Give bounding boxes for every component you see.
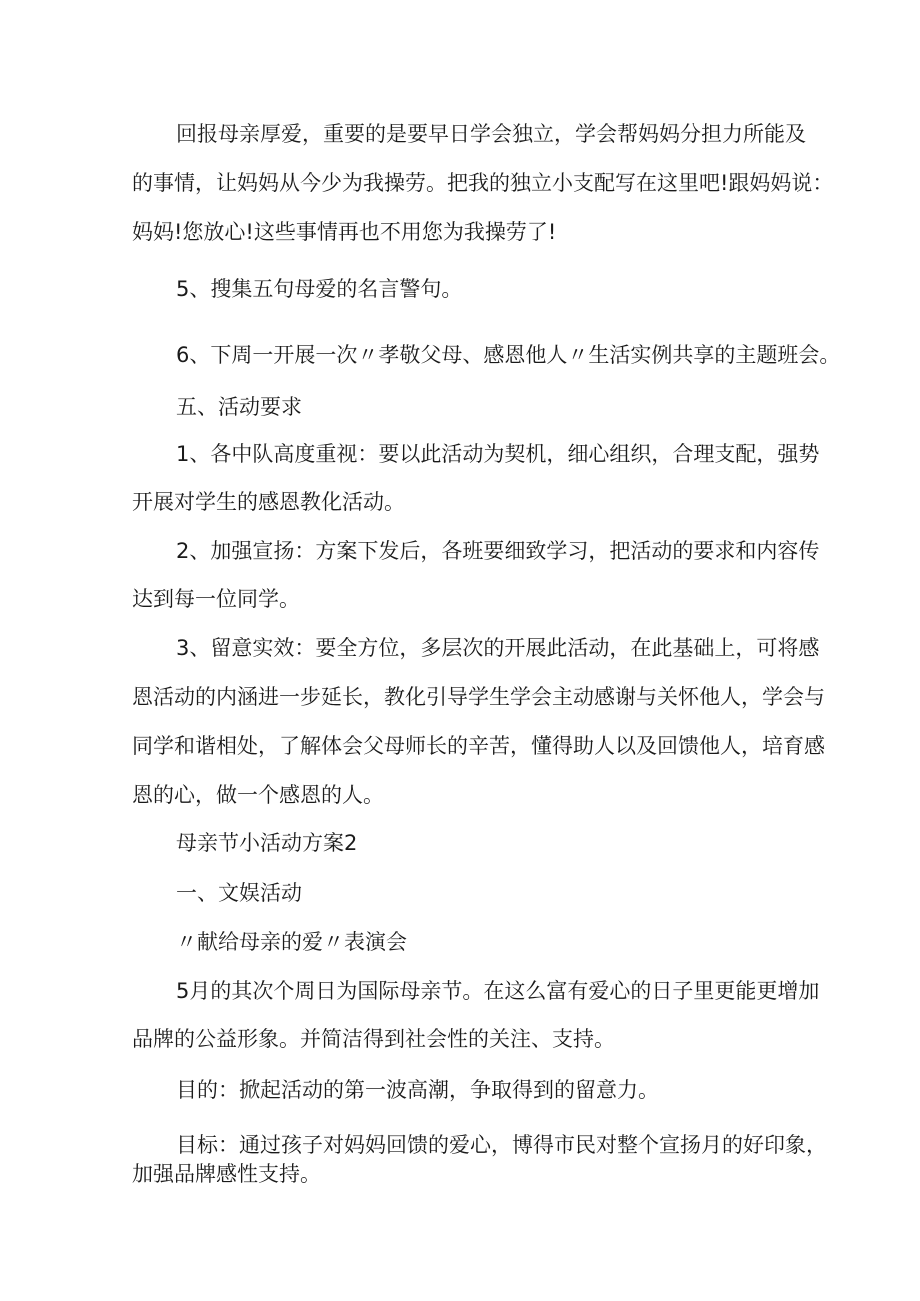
plan-2-title [176,831,851,856]
paragraph-item-5 [176,277,851,302]
show-title [176,930,851,955]
text-line: 5月的其次个周日为国际母亲节。在这么富有爱心的日子里更能更增加 [176,979,820,1003]
text-line: 〃献给母亲的爱〃表演会 [176,930,407,954]
text-line: 母亲节小活动方案2 [176,831,358,855]
text-line: 回报母亲厚爱，重要的是要早日学会独立，学会帮妈妈分担力所能及 [176,122,806,146]
paragraph-may [132,979,820,1051]
text-line: 6、下周一开展一次〃孝敬父母、感恩他人〃生活实例共享的主题班会。 [176,343,841,367]
text-line: 的事情，让妈妈从今少为我操劳。把我的独立小支配写在这里吧!跟妈妈说： [132,171,834,195]
text-line: 5、搜集五句母爱的名言警句。 [176,277,463,301]
paragraph-requirement-3 [132,636,825,807]
text-line: 目的：掀起活动的第一波高潮，争取得到的留意力。 [176,1078,659,1102]
text-line: 五、活动要求 [176,395,302,419]
text-line: 恩活动的内涵进一步延长，教化引导学生学会主动感谢与关怀他人，学会与 [132,685,825,709]
text-line: 1、各中队高度重视：要以此活动为契机，细心组织，合理支配，强势 [176,442,820,466]
text-line: 品牌的公益形象。并简洁得到社会性的关注、支持。 [132,1027,615,1051]
text-line: 同学和谐相处，了解体会父母师长的辛苦，懂得助人以及回馈他人，培育感 [132,734,825,758]
text-line: 达到每一位同学。 [132,587,300,611]
paragraph-repay-love [132,122,834,244]
text-line: 3、留意实效：要全方位，多层次的开展此活动，在此基础上，可将感 [176,636,820,660]
paragraph-requirement-2 [132,539,820,611]
text-line: 加强品牌感性支持。 [132,1162,321,1186]
text-line: 目标：通过孩子对妈妈回馈的爱心，博得市民对整个宣扬月的好印象， [176,1133,827,1157]
paragraph-requirement-1 [132,442,820,514]
paragraph-purpose [176,1078,851,1103]
paragraph-item-6 [176,343,851,368]
text-line: 2、加强宣扬：方案下发后，各班要细致学习，把活动的要求和内容传 [176,539,820,563]
paragraph-goal [132,1133,827,1186]
text-line: 一、文娱活动 [176,881,302,905]
section-heading-activity-requirements [176,395,851,420]
text-line: 开展对学生的感恩教化活动。 [132,490,405,514]
section-heading-entertainment [176,881,851,906]
text-line: 恩的心，做一个感恩的人。 [132,783,384,807]
text-line: 妈妈!您放心!这些事情再也不用您为我操劳了! [132,220,557,244]
